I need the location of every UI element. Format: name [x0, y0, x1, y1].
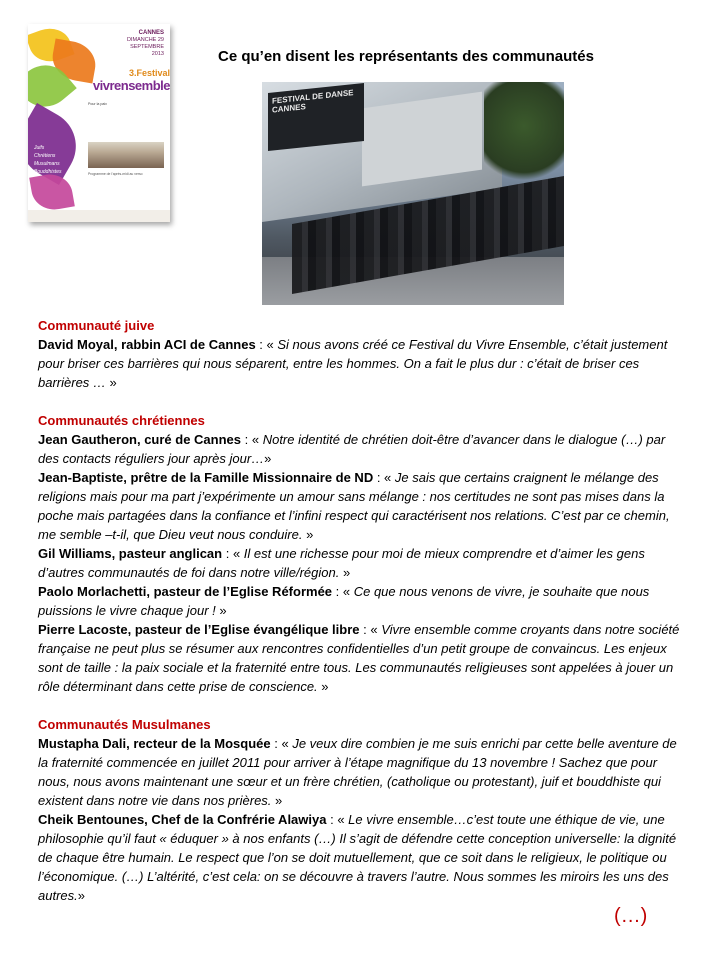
speaker-name: David Moyal, rabbin ACI de Cannes	[38, 337, 256, 352]
quote-open: : «	[373, 470, 395, 485]
quote-close: »	[317, 679, 329, 694]
poster-side-word: Juifs	[34, 145, 45, 151]
quote-close: »	[215, 603, 227, 618]
quote-open: : «	[241, 432, 263, 447]
quote-text: Il est une richesse pour moi de mieux comprendre et d’aimer les gens d’autres communautés de foi dans notre ville/région.	[38, 546, 645, 580]
testimony	[38, 468, 688, 544]
section-heading-christian: Communautés chrétiennes	[38, 413, 205, 428]
festival-poster	[28, 24, 170, 222]
quote-text: Vivre ensemble comme croyants dans notre société française ne peut plus se résumer aux rencontres confidentielles d’un petit groupe de convaincus. Les enjeux sont de taille : la paix sociale et la fraternité entre tous. Les communautés religieuses sont appelées à jouer un rôle déterminant dans cette prise de conscience.	[38, 622, 680, 694]
testimony	[38, 810, 688, 905]
testimonies	[38, 316, 688, 905]
poster-group-photo	[88, 142, 164, 168]
poster-footer-text: Programme de l'après-midi au verso	[88, 172, 143, 176]
photo-banner	[268, 83, 364, 151]
poster-header	[94, 30, 164, 58]
section-heading-jewish: Communauté juive	[38, 318, 155, 333]
quote-close: »	[105, 375, 117, 390]
poster-festival-name: vivrensemble	[92, 78, 170, 93]
poster-side-words	[34, 144, 62, 176]
poster-year: 2013	[151, 51, 164, 57]
speaker-name: Cheik Bentounes, Chef de la Confrérie Alawiya	[38, 812, 327, 827]
quote-close: »	[302, 527, 314, 542]
quote-text: Je sais que certains craignent le mélange des religions mais pour ma part j’expérimente un amour sans mélange : nos certitudes ne sont pas mises dans la poche mais partagées dans la confiance et l’infini respect qui caractérisent nos relations. C’est par ce chemin, me semble –t-il, que Dieu veut nous conduire.	[38, 470, 670, 542]
testimony	[38, 734, 688, 810]
poster-side-word: Chrétiens	[34, 153, 56, 159]
speaker-name: Jean-Baptiste, prêtre de la Famille Missionnaire de ND	[38, 470, 374, 485]
poster-subtitle: Pour la paix	[88, 102, 107, 106]
quote-close: »	[271, 793, 283, 808]
speaker-name: Pierre Lacoste, pasteur de l’Eglise évangélique libre	[38, 622, 360, 637]
poster-leaf-pink	[29, 171, 75, 213]
speaker-name: Jean Gautheron, curé de Cannes	[38, 432, 242, 447]
testimony	[38, 335, 688, 392]
section-heading-muslim: Communautés Musulmanes	[38, 717, 211, 732]
testimony	[38, 430, 688, 468]
speaker-name: Paolo Morlachetti, pasteur de l’Eglise Réformée	[38, 584, 333, 599]
poster-side-word: Musulmans	[34, 161, 60, 167]
procession-photo	[262, 82, 564, 305]
speaker-name: Gil Williams, pasteur anglican	[38, 546, 223, 561]
continued-ellipsis: (…)	[614, 905, 648, 927]
quote-text: Ce que nous venons de vivre, je souhaite que nous puissions le vivre chaque jour !	[38, 584, 650, 618]
quote-text: Si nous avons créé ce Festival du Vivre Ensemble, c’était justement pour briser ces barrières qui nous séparent, entre les hommes. On a fait le plus dur : c’était de briser ces barrières …	[38, 337, 668, 390]
quote-text: Je veux dire combien je me suis enrichi par cette belle aventure de la fraternité commencée en juillet 2011 pour arriver à l’étape magnifique du 13 novembre ! Sachez que pour nous, nous avons maintenant une sœur et un frère chrétien, (catholique ou protestant), juif et bouddhiste qui existent dans notre vie dans nos prières.	[38, 736, 677, 808]
quote-open: : «	[326, 812, 349, 827]
quote-close: »	[264, 451, 272, 466]
testimony	[38, 544, 688, 582]
poster-bottom-strip	[28, 210, 170, 222]
speaker-name: Mustapha Dali, recteur de la Mosquée	[38, 736, 271, 751]
quote-open: : «	[222, 546, 244, 561]
quote-text: Le vivre ensemble…c’est toute une éthique de vie, une philosophie qu’il faut « éduquer » à nos enfants (…) Il s’agit de défendre cette conception universelle: la dignité de chaque être humain. Le respect que l’on se doit mutuellement, que ce soit dans le religieux, le politique ou l’économique. (…) L’altérité, c’est cela: on se découvre à travers l’autre. Nous sommes les miroirs les uns des autres.	[38, 812, 677, 903]
poster-date: DIMANCHE 29 SEPTEMBRE	[127, 37, 164, 50]
quote-close: »	[339, 565, 351, 580]
poster-side-word: Bouddhistes	[34, 169, 62, 175]
photo-banner-text: FESTIVAL DE DANSE CANNES	[272, 88, 354, 115]
quote-text: Notre identité de chrétien doit-être d’avancer dans le dialogue (…) par des contacts réguliers jour après jour…	[38, 432, 666, 466]
quote-close: »	[77, 888, 85, 903]
page-title: Ce qu’en disent les représentants des communautés	[218, 48, 594, 65]
quote-open: : «	[359, 622, 382, 637]
testimony	[38, 620, 688, 696]
photo-palm-tree	[484, 82, 564, 192]
poster-city: CANNES	[138, 30, 164, 36]
quote-open: : «	[332, 584, 354, 599]
quote-open: : «	[270, 736, 293, 751]
testimony	[38, 582, 688, 620]
poster-festival-label: 3.Festival	[128, 68, 170, 78]
quote-open: : «	[255, 337, 278, 352]
